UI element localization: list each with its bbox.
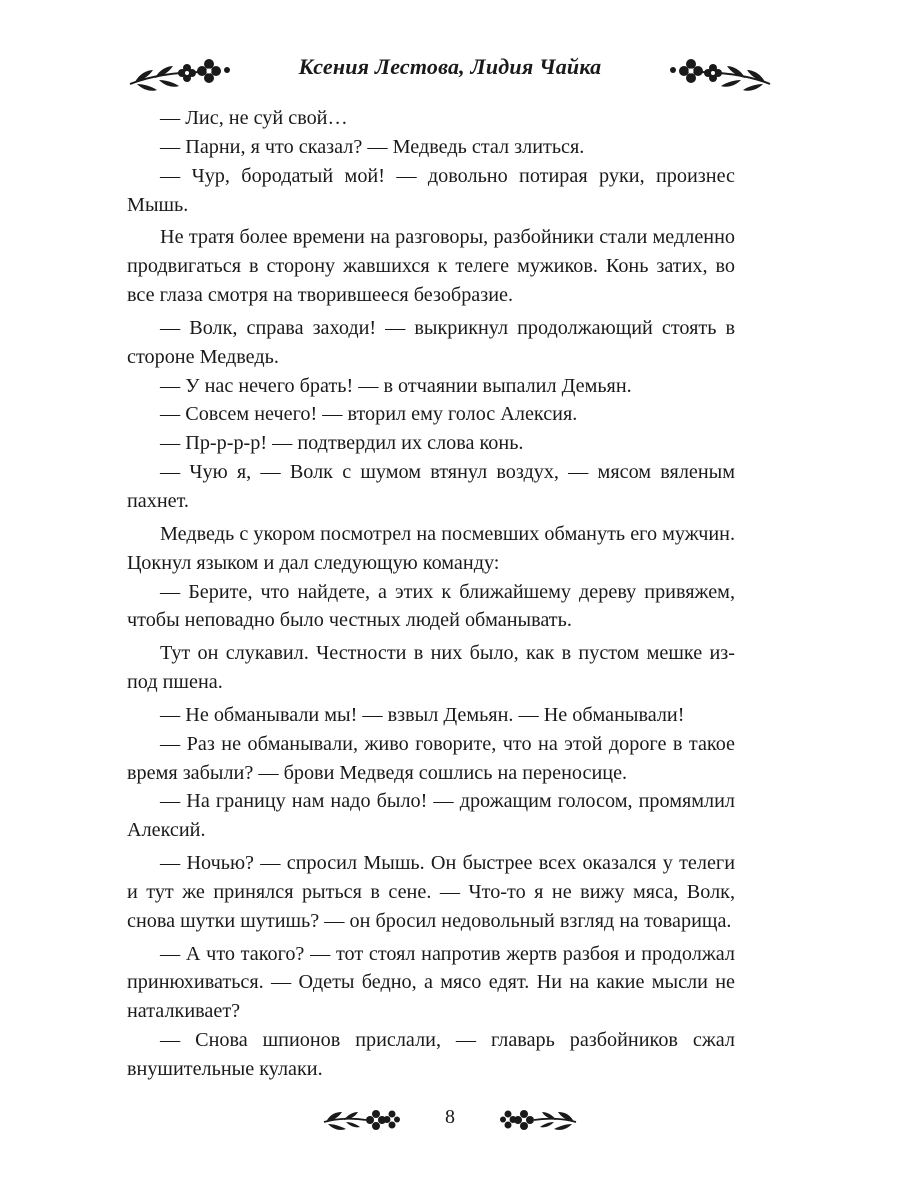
paragraph: — Лис, не суй свой… <box>160 107 348 129</box>
paragraph: — Совсем нечего! — вторил ему голос Алексия. <box>160 403 578 426</box>
paragraph: Тут он слукавил. Честности в них было, как в пустом мешке из-под пшена. <box>127 642 735 694</box>
paragraph: — Парни, я что сказал? — Медведь стал злиться. <box>160 135 585 158</box>
paragraph: — Волк, справа заходи! — выкрикнул продолжающий стоять в стороне Медведь. <box>127 316 735 368</box>
paragraph: — Берите, что найдете, а этих к ближайшему дереву привяжем, чтобы неповадно было честных людей обманывать. <box>127 580 735 632</box>
page-number: 8 <box>445 1106 455 1128</box>
floral-vine-icon <box>665 48 775 98</box>
paragraph: — У нас нечего брать! — в отчаянии выпалил Демьян. <box>160 374 632 397</box>
paragraph: Не тратя более времени на разговоры, разбойники стали медленно продвигаться в сторону жавшихся к телеге мужиков. Конь затих, во все глаза смотря на творившееся безобразие. <box>127 226 735 307</box>
paragraph: — Ночью? — спросил Мышь. Он быстрее всех оказался у телеги и тут же принялся рыться в сене. — Что-то я не вижу мяса, Волк, снова шутки шутишь? — он бросил недовольный взгляд на товарища. <box>127 852 735 932</box>
paragraph: — На границу нам надо было! — дрожащим голосом, промямлил Алексий. <box>127 790 735 842</box>
page-body-text <box>127 104 735 1084</box>
paragraph: — Чую я, — Волк с шумом втянул воздух, — мясом вяленым пахнет. <box>127 461 735 512</box>
book-authors: Ксения Лестова, Лидия Чайка <box>298 54 602 79</box>
paragraph: — Пр-р-р-р! — подтвердил их слова конь. <box>160 432 524 455</box>
paragraph: — Снова шпионов прислали, — главарь разбойников сжал внушительные кулаки. <box>127 1029 735 1080</box>
running-header <box>125 48 775 98</box>
paragraph: — А что такого? — тот стоял напротив жертв разбоя и продолжал принюхиваться. — Одеты бедно, а мясо едят. Ни на какие мысли не наталкивает? <box>127 942 735 1023</box>
page-footer <box>320 1100 580 1140</box>
floral-vine-icon <box>500 1102 580 1138</box>
paragraph: — Раз не обманывали, живо говорите, что на этой дороге в такое время забыли? — брови Медведя сошлись на переносице. <box>127 732 735 784</box>
paragraph: — Чур, бородатый мой! — довольно потирая руки, произнес Мышь. <box>127 164 735 216</box>
paragraph: — Не обманывали мы! — взвыл Демьян. — Не обманывали! <box>160 703 685 726</box>
paragraph: Медведь с укором посмотрел на посмевших обмануть его мужчин. Цокнул языком и дал следующую команду: <box>127 522 735 574</box>
